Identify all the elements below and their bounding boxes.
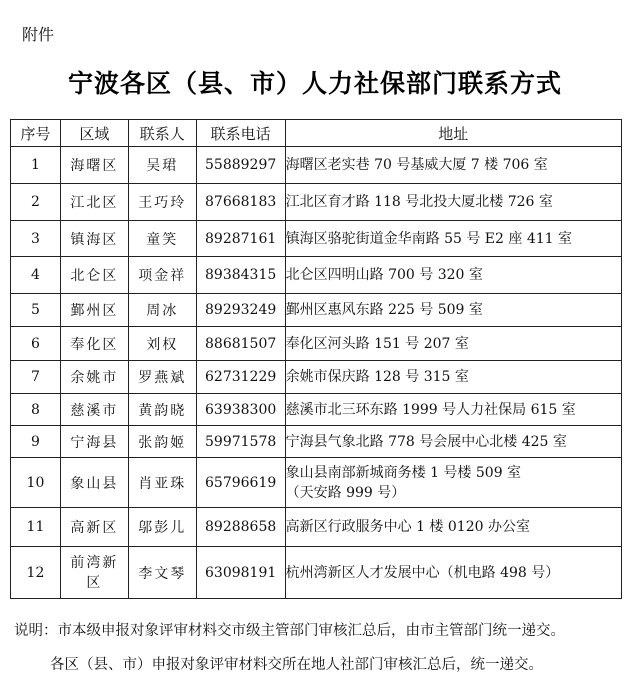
address-line-2: （天安路 999 号） — [285, 484, 406, 501]
document-title: 宁波各区（县、市）人力社保部门联系方式 — [67, 69, 562, 98]
cell-area: 镇海区 — [60, 221, 128, 257]
cell-no: 2 — [11, 184, 61, 221]
cell-address: 鄞州区惠风东路 225 号 509 室 — [285, 294, 621, 327]
cell-phone: 63098191 — [196, 547, 285, 599]
cell-area — [60, 547, 128, 599]
cell-address: 余姚市保庆路 128 号 315 室 — [285, 361, 621, 394]
cell-person: 李文琴 — [128, 547, 196, 599]
table-row — [11, 221, 622, 257]
cell-area: 奉化区 — [60, 327, 128, 361]
note-line-2: 各区（县、市）申报对象评审材料交所在地人社部门审核汇总后，统一递交。 — [50, 657, 543, 673]
table-row — [11, 327, 622, 361]
cell-address: 宁海县气象北路 778 号会展中心北楼 425 室 — [285, 426, 621, 458]
cell-no: 3 — [11, 221, 61, 257]
table-row — [11, 361, 622, 394]
cell-person: 项金祥 — [128, 257, 196, 294]
cell-area: 鄞州区 — [60, 294, 128, 327]
cell-area: 高新区 — [60, 508, 128, 547]
cell-person: 吴珺 — [128, 147, 196, 184]
cell-address: 北仑区四明山路 700 号 320 室 — [285, 257, 621, 294]
attachment-label: 附件 — [22, 25, 55, 44]
area-line-1: 前湾新 — [70, 554, 119, 571]
cell-address: 慈溪市北三环东路 1999 号人力社保局 615 室 — [285, 394, 621, 426]
contacts-table — [10, 119, 622, 599]
cell-address: 海曙区老实巷 70 号基威大厦 7 楼 706 室 — [285, 147, 621, 184]
cell-phone: 87668183 — [196, 184, 285, 221]
table-row — [11, 547, 622, 599]
cell-address: 高新区行政服务中心 1 楼 0120 办公室 — [285, 508, 621, 547]
cell-address — [285, 458, 621, 508]
header-area: 区域 — [60, 120, 128, 147]
cell-person: 肖亚珠 — [128, 458, 196, 508]
cell-phone: 89288658 — [196, 508, 285, 547]
header-person: 联系人 — [128, 120, 196, 147]
cell-person: 刘权 — [128, 327, 196, 361]
cell-person: 张韵姬 — [128, 426, 196, 458]
cell-area: 余姚市 — [60, 361, 128, 394]
table-row — [11, 294, 622, 327]
note-line-1: 说明：市本级申报对象评审材料交市级主管部门审核汇总后，由市主管部门统一递交。 — [14, 623, 565, 639]
cell-phone: 65796619 — [196, 458, 285, 508]
table-row — [11, 184, 622, 221]
cell-phone: 62731229 — [196, 361, 285, 394]
table-row — [11, 394, 622, 426]
cell-person: 邬彭儿 — [128, 508, 196, 547]
cell-area: 北仑区 — [60, 257, 128, 294]
cell-no: 12 — [11, 547, 61, 599]
cell-area: 宁海县 — [60, 426, 128, 458]
cell-no: 11 — [11, 508, 61, 547]
cell-phone: 89287161 — [196, 221, 285, 257]
cell-phone: 59971578 — [196, 426, 285, 458]
cell-area: 江北区 — [60, 184, 128, 221]
table-row — [11, 426, 622, 458]
address-line-1: 象山县南部新城商务楼 1 号楼 509 室 — [285, 464, 522, 481]
cell-address: 江北区育才路 118 号北投大厦北楼 726 室 — [285, 184, 621, 221]
cell-person: 周冰 — [128, 294, 196, 327]
cell-area: 象山县 — [60, 458, 128, 508]
cell-area: 海曙区 — [60, 147, 128, 184]
header-address: 地址 — [285, 120, 621, 147]
table-row — [11, 257, 622, 294]
table-row — [11, 508, 622, 547]
cell-phone: 89293249 — [196, 294, 285, 327]
cell-no: 5 — [11, 294, 61, 327]
cell-address: 杭州湾新区人才发展中心（机电路 498 号） — [285, 547, 621, 599]
table-row — [11, 147, 622, 184]
cell-person: 黄韵晓 — [128, 394, 196, 426]
cell-no: 9 — [11, 426, 61, 458]
cell-phone: 55889297 — [196, 147, 285, 184]
cell-no: 4 — [11, 257, 61, 294]
cell-person: 罗燕斌 — [128, 361, 196, 394]
cell-area: 慈溪市 — [60, 394, 128, 426]
table-header-row — [11, 120, 622, 147]
cell-no: 6 — [11, 327, 61, 361]
table-row — [11, 458, 622, 508]
cell-address: 奉化区河头路 151 号 207 室 — [285, 327, 621, 361]
cell-phone: 88681507 — [196, 327, 285, 361]
cell-person: 童笑 — [128, 221, 196, 257]
cell-no: 1 — [11, 147, 61, 184]
cell-address: 镇海区骆驼街道金华南路 55 号 E2 座 411 室 — [285, 221, 621, 257]
cell-person: 王巧玲 — [128, 184, 196, 221]
cell-phone: 89384315 — [196, 257, 285, 294]
cell-no: 7 — [11, 361, 61, 394]
header-phone: 联系电话 — [196, 120, 285, 147]
header-no: 序号 — [11, 120, 61, 147]
area-line-2: 区 — [86, 574, 103, 591]
cell-no: 10 — [11, 458, 61, 508]
cell-no: 8 — [11, 394, 61, 426]
cell-phone: 63938300 — [196, 394, 285, 426]
